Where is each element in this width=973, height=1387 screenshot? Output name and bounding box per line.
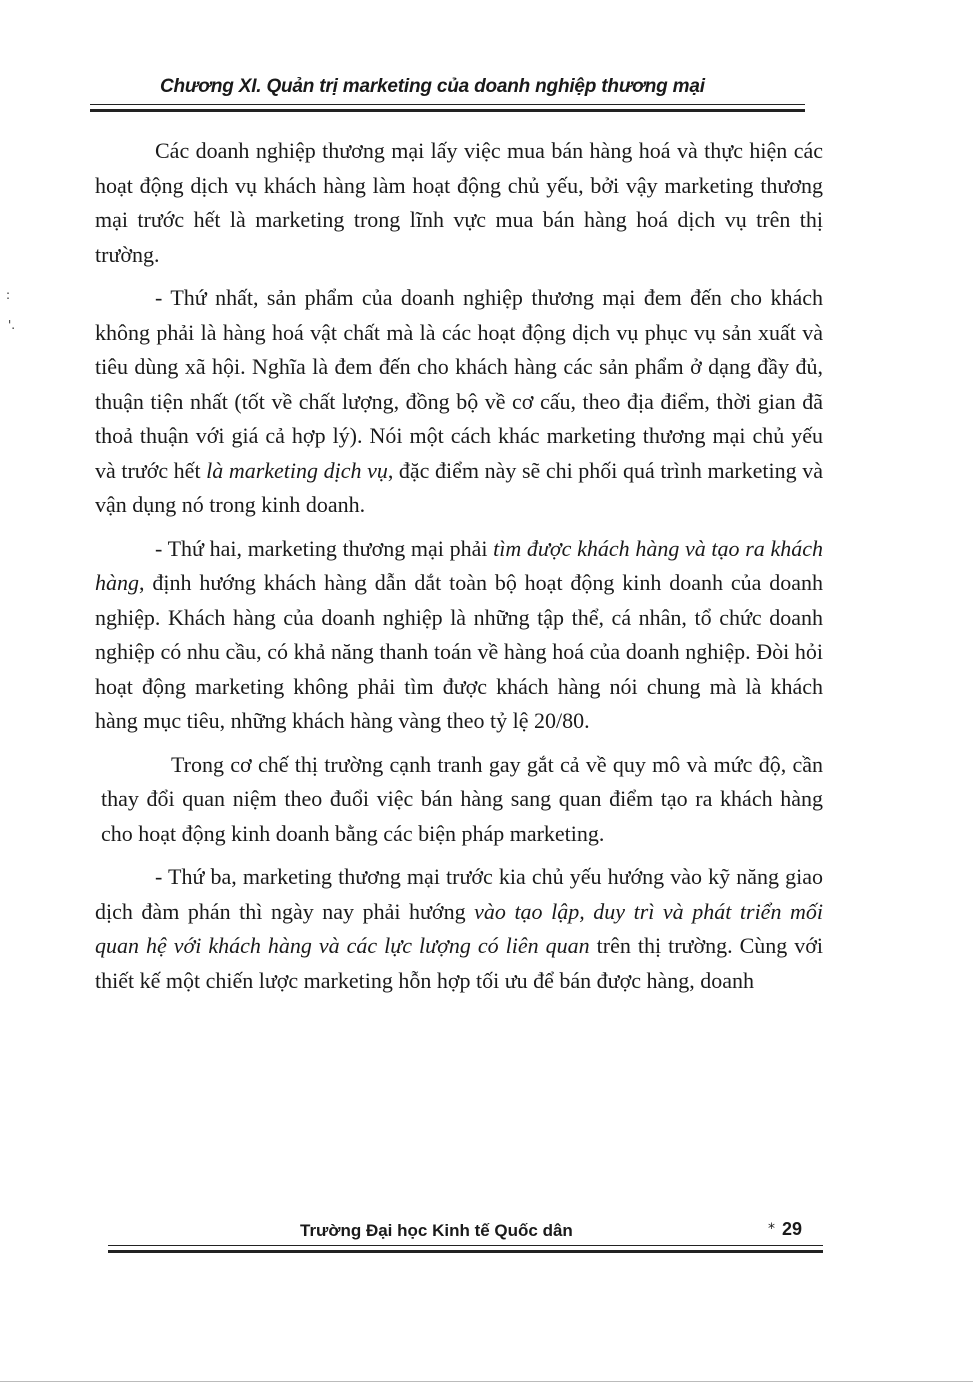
text-segment: , định hướng khách hàng dẫn dắt toàn bộ hoạt động kinh doanh của doanh nghiệp. Khách hàng của doanh nghiệp là những tập thể, cá nhân, tổ chức doanh nghiệp có nhu cầu, có khả năng thanh toán về hàng hoá của doanh nghiệp. Đòi hỏi hoạt động marketing không phải tìm được khách hàng nói chung mà là khách hàng mục tiêu, những khách hàng vàng theo tỷ lệ 20/80. xyxy=(95,570,823,733)
paragraph xyxy=(95,281,823,523)
italic-phrase: là marketing dịch vụ xyxy=(206,457,388,483)
scan-edge xyxy=(0,1381,973,1382)
page-number-marker: * xyxy=(768,1221,775,1237)
text-segment: Trong cơ chế thị trường cạnh tranh gay gắt cả về quy mô và mức độ, cần thay đổi quan niệm theo đuổi việc bán hàng sang quan điểm tạo ra khách hàng cho hoạt động kinh doanh bằng các biện pháp marketing. xyxy=(101,751,823,846)
text-segment: , đặc điểm này sẽ chi phối quá trình marketing và vận dụng nó trong kinh doanh. xyxy=(95,457,823,517)
text-segment: - Thứ ba, marketing thương mại trước kia chủ yếu hướng vào kỹ năng giao dịch đàm phán thì ngày nay phải hướng xyxy=(95,864,823,924)
footer-institution: Trường Đại học Kinh tế Quốc dân xyxy=(300,1221,573,1240)
text-segment: trên thị trường. Cùng với thiết kế một chiến lược marketing hỗn hợp tối ưu để bán được hàng, doanh xyxy=(95,933,823,993)
header-rule-thick xyxy=(90,109,805,112)
text-segment: - Thứ nhất, sản phẩm của doanh nghiệp thương mại đem đến cho khách không phải là hàng hoá vật chất mà là các hoạt động dịch vụ phục vụ sản xuất và tiêu dùng xã hội. Nghĩa là đem đến cho khách hàng các sản phẩm ở dạng đầy đủ, thuận tiện nhất (tốt về chất lượng, đồng bộ về cơ cấu, theo địa điểm, thời gian đã thoả thuận với giá cả hợp lý). Nói một cách khác marketing thương mại chủ yếu và trước hết xyxy=(95,285,823,483)
paragraph xyxy=(95,860,823,998)
page-number: 29 xyxy=(782,1219,803,1239)
chapter-title: Chương XI. Quản trị marketing của doanh nghiệp thương mại xyxy=(160,76,705,97)
margin-mark: : xyxy=(6,288,11,302)
text-segment: Các doanh nghiệp thương mại lấy việc mua bán hàng hoá và thực hiện các hoạt động dịch vụ khách hàng làm hoạt động chủ yếu, bởi vậy marketing thương mại trước hết là marketing trong lĩnh vực mua bán hàng hoá dịch vụ trên thị trường. xyxy=(95,138,823,267)
text-segment: - Thứ hai, marketing thương mại phải xyxy=(155,535,494,561)
paragraph xyxy=(95,532,823,739)
italic-phrase: tìm được khách hàng và tạo ra khách hàng xyxy=(95,535,823,595)
italic-phrase: vào tạo lập, duy trì và phát triển mối quan hệ với khách hàng và các lực lượng có liên quan xyxy=(95,898,823,958)
footer-rule-thick xyxy=(108,1250,823,1253)
paragraph xyxy=(95,134,823,272)
footer-rule xyxy=(108,1245,823,1246)
header-rule xyxy=(90,104,805,105)
paragraph xyxy=(101,748,823,852)
body-text xyxy=(95,134,823,1007)
margin-mark: '. xyxy=(8,318,16,332)
